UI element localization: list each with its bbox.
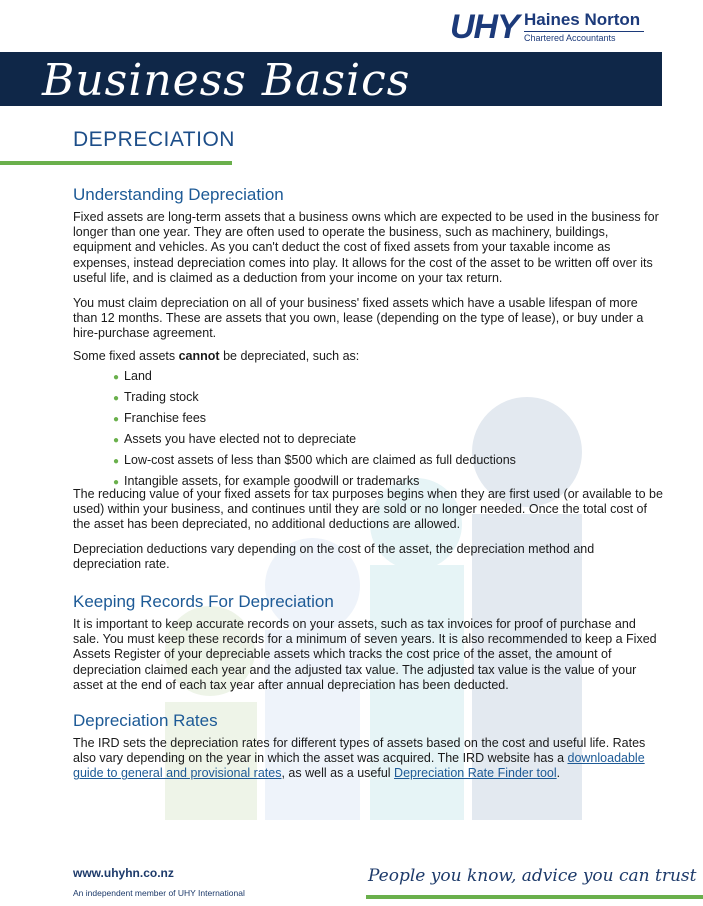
paragraph: Depreciation deductions vary depending on the cost of the asset, the depreciation method and depreciation rate.: [73, 542, 595, 572]
section-heading-records: Keeping Records For Depreciation: [73, 592, 334, 611]
paragraph-cannot-intro: Some fixed assets cannot be depreciated, such as:: [73, 349, 360, 363]
logo-firm-name: Haines Norton: [524, 10, 641, 29]
paragraph: It is important to keep accurate records on your assets, such as tax invoices for proof of purchase and sale. You must keep these records for a minimum of seven years. It is also recommended to keep a Fixed Assets Register of your depreciable assets which tracks the cost price of the asset, the amount of depreciation claimed each year and the adjusted tax value. The adjusted tax value is the value of your asset at the end of each tax year after annual depreciation has been deducted.: [73, 617, 657, 692]
bullet-icon: ●: [113, 413, 120, 425]
rates-guide-link[interactable]: downloadable guide to general and provisional rates: [73, 751, 645, 781]
footer-url: www.uhyhn.co.nz: [73, 866, 174, 880]
header-banner: [0, 52, 662, 106]
bullet-icon: ●: [113, 434, 120, 446]
tagline-underline: [366, 895, 703, 899]
bullet-icon: ●: [113, 372, 120, 383]
uhy-logo: [446, 6, 660, 48]
non-depreciable-list: [113, 367, 516, 492]
list-item: ● Low-cost assets of less than $500 which are claimed as full deductions: [113, 452, 516, 467]
bullet-icon: ●: [113, 455, 120, 467]
logo-mark: UHY: [450, 8, 519, 46]
banner-title: Business Basics: [42, 55, 411, 106]
bullet-icon: ●: [113, 392, 120, 404]
list-item: ● Intangible assets, for example goodwill or trademarks: [113, 473, 420, 488]
list-item: ● Franchise fees: [113, 410, 207, 425]
logo-subtitle: Chartered Accountants: [524, 31, 644, 43]
page-title: DEPRECIATION: [73, 128, 235, 151]
list-item: ● Trading stock: [113, 389, 199, 404]
section-heading-understanding: Understanding Depreciation: [73, 185, 284, 204]
section-heading-rates: Depreciation Rates: [73, 711, 218, 730]
list-item: ● Assets you have elected not to depreciate: [113, 431, 357, 446]
list-item: ● Land: [113, 369, 152, 383]
paragraph: You must claim depreciation on all of your business' fixed assets which have a usable lifespan of more than 12 months. These are assets that you own, lease (depending on the type of lease), or buy under a hire-purchase agreement.: [73, 296, 644, 341]
footer-member-text: An independent member of UHY International: [73, 888, 245, 898]
bullet-icon: ●: [113, 476, 120, 488]
paragraph-rates: The IRD sets the depreciation rates for different types of assets based on the cost and useful life. Rates also vary depending on the year in which the asset was acquired. The IRD website has a downloadable guide to general and provisional rates, as well as a useful Depreciation Rate Finder tool.: [73, 736, 646, 781]
title-underline: [0, 161, 232, 165]
footer-tagline: People you know, advice you can trust: [368, 866, 697, 886]
paragraph: Fixed assets are long-term assets that a business owns which are expected to be used in the business for longer than one year. They are often used to operate the business, such as machinery, buildings, equipment and vehicles. As you can't deduct the cost of fixed assets from your taxable income as expenses, instead depreciation comes into play. It allows for the cost of the asset to be written off over its useful life, and is claimed as a deduction from your income on your tax return.: [73, 210, 659, 285]
paragraph: The reducing value of your fixed assets for tax purposes begins when they are first used (or available to be used) within your business, and continues until they are sold or no longer needed. Once the total cost of the asset has been depreciated, no additional deductions are allowed.: [73, 487, 663, 532]
rate-finder-link[interactable]: Depreciation Rate Finder tool: [394, 766, 557, 781]
